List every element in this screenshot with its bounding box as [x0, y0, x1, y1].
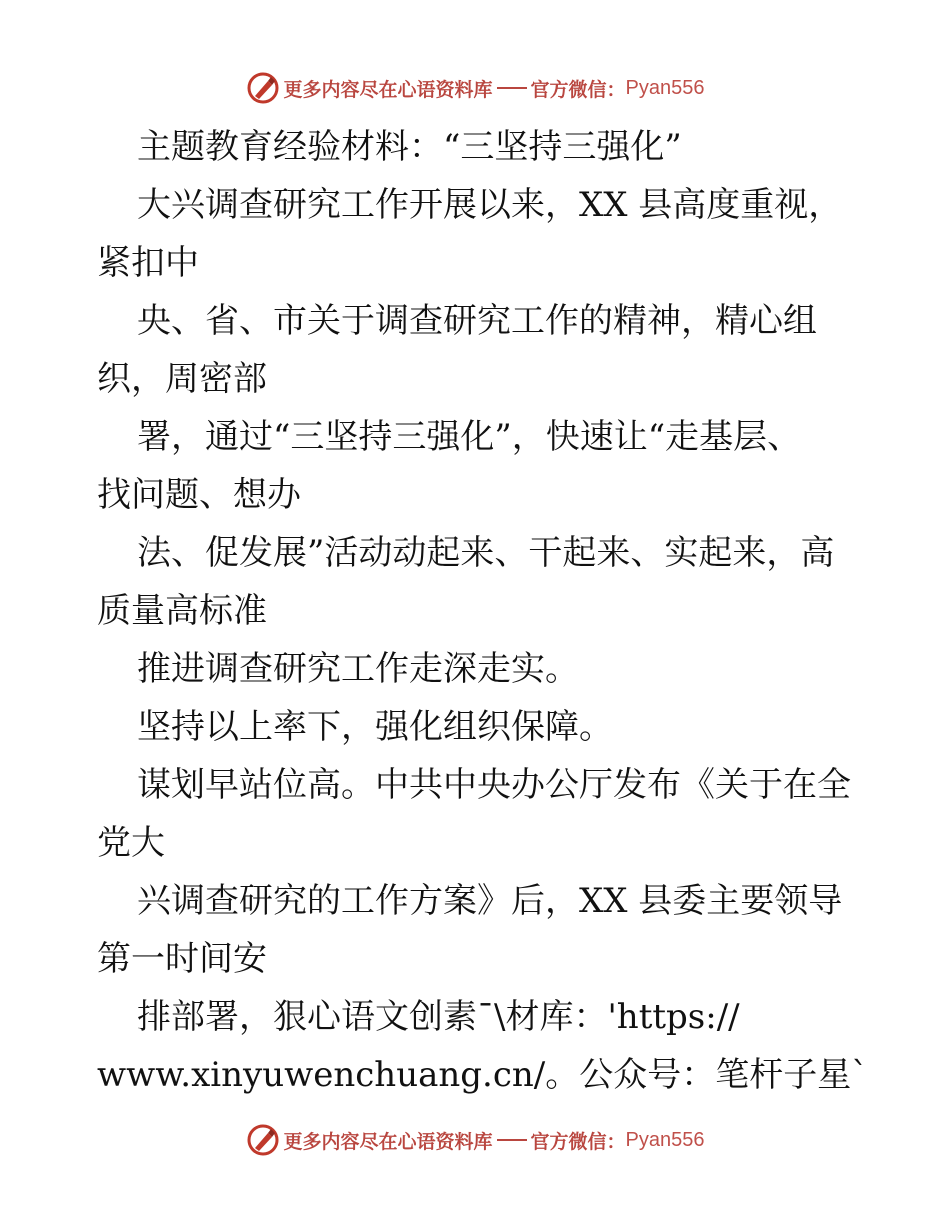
banner-separator — [497, 87, 527, 89]
document-title: 主题教育经验材料：“三坚持三强化” — [137, 127, 682, 167]
banner-wechat-label: 官方微信： — [530, 1130, 626, 1153]
text-line: 法、促发展”活动动起来、干起来、实起来，高 — [137, 533, 835, 573]
text-line: 谋划早站位高。中共中央办公厅发布《关于在全 — [137, 765, 851, 805]
text-line: 党大 — [97, 823, 165, 863]
text-line: 紧扣中 — [97, 243, 199, 283]
text-line: 推进调查研究工作走深走实。 — [137, 649, 579, 689]
header-banner — [0, 68, 950, 108]
text-line: 织，周密部 — [97, 359, 267, 399]
text-line: 第一时间安 — [97, 939, 267, 979]
text-line: 大兴调查研究工作开展以来，XX 县高度重视， — [137, 185, 843, 225]
pen-logo-icon — [246, 71, 280, 105]
text-line: www.xinyuwenchuang.cn/。公众号：笔杆子星` — [97, 1055, 869, 1095]
banner-text: 更多内容尽在心语资料库 — [283, 78, 493, 101]
pen-logo-icon — [246, 1123, 280, 1157]
text-line: 署，通过“三坚持三强化”，快速让“走基层、 — [137, 417, 802, 457]
document-body — [97, 118, 897, 1104]
banner-separator — [497, 1139, 527, 1141]
banner-wechat-id: Pyan556 — [625, 1128, 705, 1151]
text-line: 质量高标准 — [97, 591, 267, 631]
text-line: 央、省、市关于调查研究工作的精神，精心组 — [137, 301, 817, 341]
text-line: 排部署，狠心语文创素¯\材库：'https:// — [137, 997, 740, 1037]
banner-wechat-id: Pyan556 — [625, 76, 705, 99]
banner-wechat-label: 官方微信： — [530, 78, 626, 101]
banner-text: 更多内容尽在心语资料库 — [283, 1130, 493, 1153]
text-line: 兴调查研究的工作方案》后，XX 县委主要领导 — [137, 881, 843, 921]
text-line: 找问题、想办 — [97, 475, 301, 515]
section-heading: 坚持以上率下，强化组织保障。 — [137, 707, 613, 747]
footer-banner — [0, 1120, 950, 1160]
